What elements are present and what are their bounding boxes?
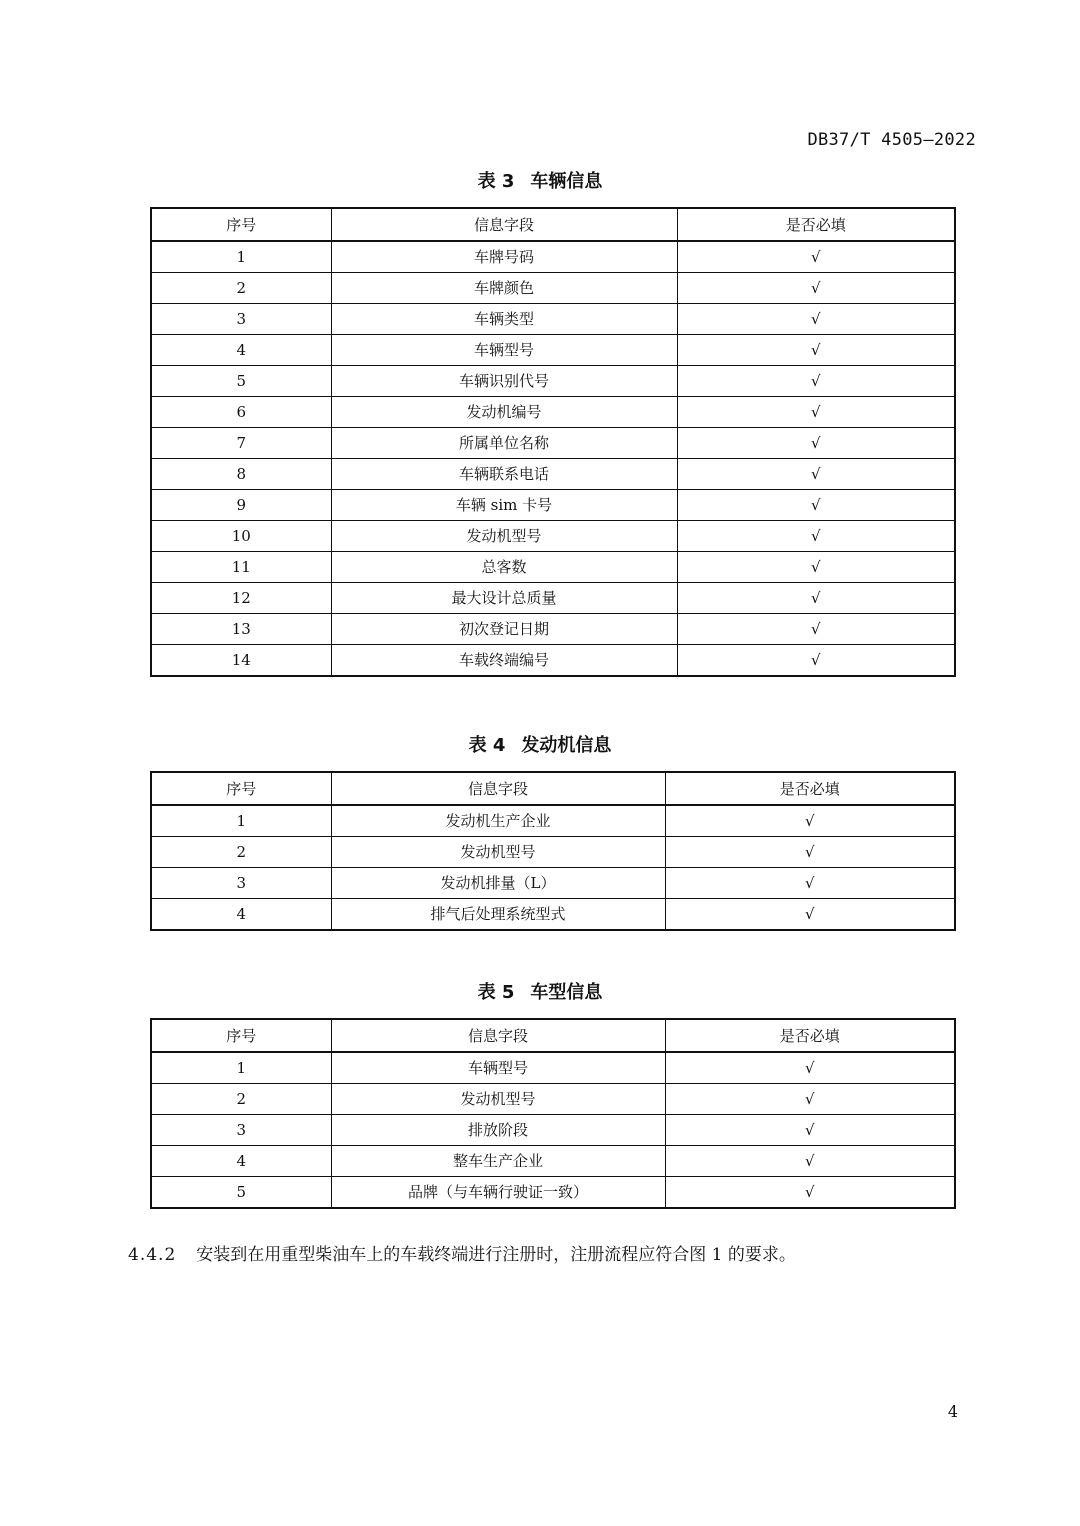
cell-field: 车辆型号 [331, 335, 677, 366]
engine-info-table [150, 771, 956, 931]
cell-field: 发动机生产企业 [331, 805, 665, 837]
header-field: 信息字段 [331, 772, 665, 805]
table-4-caption-title: 发动机信息 [521, 735, 612, 756]
table-row [151, 614, 955, 645]
table-3-caption-number: 表 3 [477, 171, 515, 192]
table-row [151, 583, 955, 614]
header-field: 信息字段 [331, 1019, 665, 1052]
cell-field: 车辆联系电话 [331, 459, 677, 490]
header-seq: 序号 [151, 772, 331, 805]
document-id: DB37/T 4505—2022 [807, 130, 976, 150]
cell-field: 发动机型号 [331, 837, 665, 868]
cell-seq: 11 [151, 552, 331, 583]
cell-field: 车牌颜色 [331, 273, 677, 304]
table-row [151, 868, 955, 899]
header-required: 是否必填 [665, 772, 955, 805]
cell-field: 车载终端编号 [331, 645, 677, 677]
cell-field: 发动机型号 [331, 1084, 665, 1115]
table-row [151, 335, 955, 366]
clause-number: 4.4.2 [128, 1245, 177, 1265]
cell-seq: 2 [151, 837, 331, 868]
header-required: 是否必填 [665, 1019, 955, 1052]
cell-seq: 2 [151, 1084, 331, 1115]
table-row [151, 273, 955, 304]
cell-field: 车辆类型 [331, 304, 677, 335]
cell-required: √ [677, 304, 955, 335]
cell-seq: 9 [151, 490, 331, 521]
cell-seq: 5 [151, 366, 331, 397]
cell-required: √ [677, 428, 955, 459]
table-row [151, 805, 955, 837]
cell-field: 初次登记日期 [331, 614, 677, 645]
clause-text: 安装到在用重型柴油车上的车载终端进行注册时，注册流程应符合图 1 的要求。 [196, 1245, 796, 1265]
cell-seq: 6 [151, 397, 331, 428]
cell-seq: 13 [151, 614, 331, 645]
cell-seq: 7 [151, 428, 331, 459]
cell-field: 发动机型号 [331, 521, 677, 552]
header-seq: 序号 [151, 1019, 331, 1052]
cell-required: √ [677, 397, 955, 428]
cell-seq: 3 [151, 868, 331, 899]
cell-required: √ [665, 1052, 955, 1084]
table-row [151, 1084, 955, 1115]
cell-required: √ [677, 583, 955, 614]
cell-field: 发动机排量（L） [331, 868, 665, 899]
vehicle-info-table [150, 207, 956, 677]
table-3-caption [0, 167, 1080, 193]
cell-field: 总客数 [331, 552, 677, 583]
cell-seq: 2 [151, 273, 331, 304]
cell-required: √ [677, 459, 955, 490]
cell-required: √ [665, 1115, 955, 1146]
cell-field: 车辆识别代号 [331, 366, 677, 397]
cell-seq: 3 [151, 304, 331, 335]
cell-required: √ [665, 1084, 955, 1115]
cell-seq: 14 [151, 645, 331, 677]
cell-field: 品牌（与车辆行驶证一致） [331, 1177, 665, 1209]
cell-required: √ [677, 614, 955, 645]
cell-seq: 1 [151, 1052, 331, 1084]
cell-required: √ [677, 335, 955, 366]
table-row [151, 366, 955, 397]
cell-seq: 4 [151, 899, 331, 931]
cell-seq: 10 [151, 521, 331, 552]
cell-seq: 8 [151, 459, 331, 490]
cell-field: 车辆 sim 卡号 [331, 490, 677, 521]
cell-field: 车牌号码 [331, 241, 677, 273]
table-5-caption [0, 978, 1080, 1004]
cell-required: √ [677, 645, 955, 677]
table-row [151, 397, 955, 428]
table-row [151, 490, 955, 521]
table-row [151, 837, 955, 868]
table-row [151, 899, 955, 931]
cell-required: √ [665, 1146, 955, 1177]
page-number: 4 [947, 1402, 958, 1421]
table-4-caption [0, 731, 1080, 757]
cell-seq: 1 [151, 241, 331, 273]
cell-required: √ [665, 837, 955, 868]
table-4-caption-number: 表 4 [468, 735, 506, 756]
cell-required: √ [677, 366, 955, 397]
table-row [151, 1052, 955, 1084]
table-header-row [151, 208, 955, 241]
cell-field: 所属单位名称 [331, 428, 677, 459]
table-5-caption-title: 车型信息 [530, 982, 603, 1003]
cell-seq: 12 [151, 583, 331, 614]
cell-field: 整车生产企业 [331, 1146, 665, 1177]
header-field: 信息字段 [331, 208, 677, 241]
cell-required: √ [665, 868, 955, 899]
table-row [151, 552, 955, 583]
table-5-caption-number: 表 5 [477, 982, 515, 1003]
cell-field: 排放阶段 [331, 1115, 665, 1146]
table-row [151, 428, 955, 459]
table-row [151, 304, 955, 335]
header-seq: 序号 [151, 208, 331, 241]
table-header-row [151, 1019, 955, 1052]
clause-4-4-2 [128, 1240, 796, 1265]
table-row [151, 1177, 955, 1209]
header-required: 是否必填 [677, 208, 955, 241]
table-header-row [151, 772, 955, 805]
cell-field: 排气后处理系统型式 [331, 899, 665, 931]
vehicle-model-info-table [150, 1018, 956, 1209]
cell-required: √ [677, 273, 955, 304]
cell-field: 车辆型号 [331, 1052, 665, 1084]
cell-seq: 3 [151, 1115, 331, 1146]
table-row [151, 1115, 955, 1146]
table-row [151, 645, 955, 677]
cell-seq: 4 [151, 1146, 331, 1177]
cell-required: √ [665, 805, 955, 837]
table-row [151, 1146, 955, 1177]
cell-required: √ [677, 521, 955, 552]
cell-required: √ [665, 1177, 955, 1209]
cell-required: √ [665, 899, 955, 931]
cell-seq: 1 [151, 805, 331, 837]
cell-required: √ [677, 490, 955, 521]
cell-field: 最大设计总质量 [331, 583, 677, 614]
table-row [151, 459, 955, 490]
cell-seq: 5 [151, 1177, 331, 1209]
cell-field: 发动机编号 [331, 397, 677, 428]
table-row [151, 241, 955, 273]
cell-seq: 4 [151, 335, 331, 366]
table-row [151, 521, 955, 552]
table-3-caption-title: 车辆信息 [530, 171, 603, 192]
cell-required: √ [677, 552, 955, 583]
cell-required: √ [677, 241, 955, 273]
